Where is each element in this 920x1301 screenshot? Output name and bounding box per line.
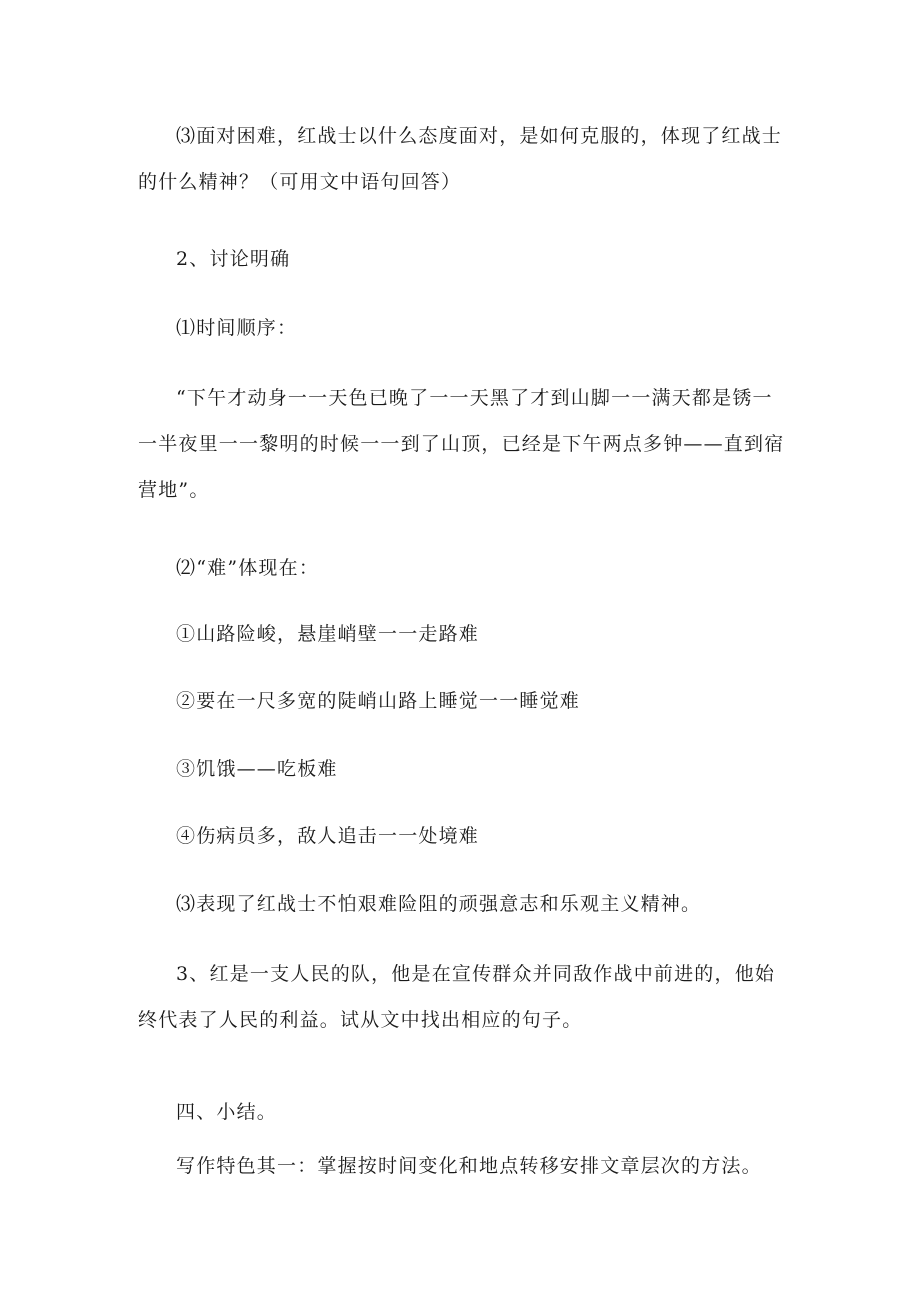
difficulty-item-4: ④伤病员多，敌人追击一一处境难 [176,825,480,847]
writing-feature: 写作特色其一：掌握按时间变化和地点转移安排文章层次的方法。 [176,1155,762,1177]
summary-heading: 四、小结。 [176,1101,278,1123]
question-3: ⑶面对困难，红战士以什么态度面对，是如何克服的，体现了红战士的什么精神？（可用文中语句回答） [138,125,783,193]
difficulty-item-2: ②要在一尺多宽的陡峭山路上睡觉一一睡觉难 [176,690,581,712]
difficulty-item-3: ③饥饿——吃板难 [176,758,338,780]
section-heading-discussion: 2、讨论明确 [176,248,291,270]
spirit-statement: ⑶表现了红战士不怕艰难险阻的顽强意志和乐观主义精神。 [176,893,702,915]
difficulty-item-1: ①山路险峻，悬崖峭壁一一走路难 [176,623,480,645]
difficulty-label: ⑵“难”体现在： [176,557,320,579]
time-order-quote: “下午才动身一一天色已晚了一一天黑了才到山脚一一满天都是锈一一半夜里一一黎明的时候一一到了山顶，已经是下午两点多钟——直到宿营地”。 [138,387,785,501]
time-order-label: ⑴时间顺序： [176,317,298,339]
question-4: 3、红是一支人民的队，他是在宣传群众并同敌作战中前进的，他始终代表了人民的利益。试从文中找出相应的句子。 [138,963,776,1031]
